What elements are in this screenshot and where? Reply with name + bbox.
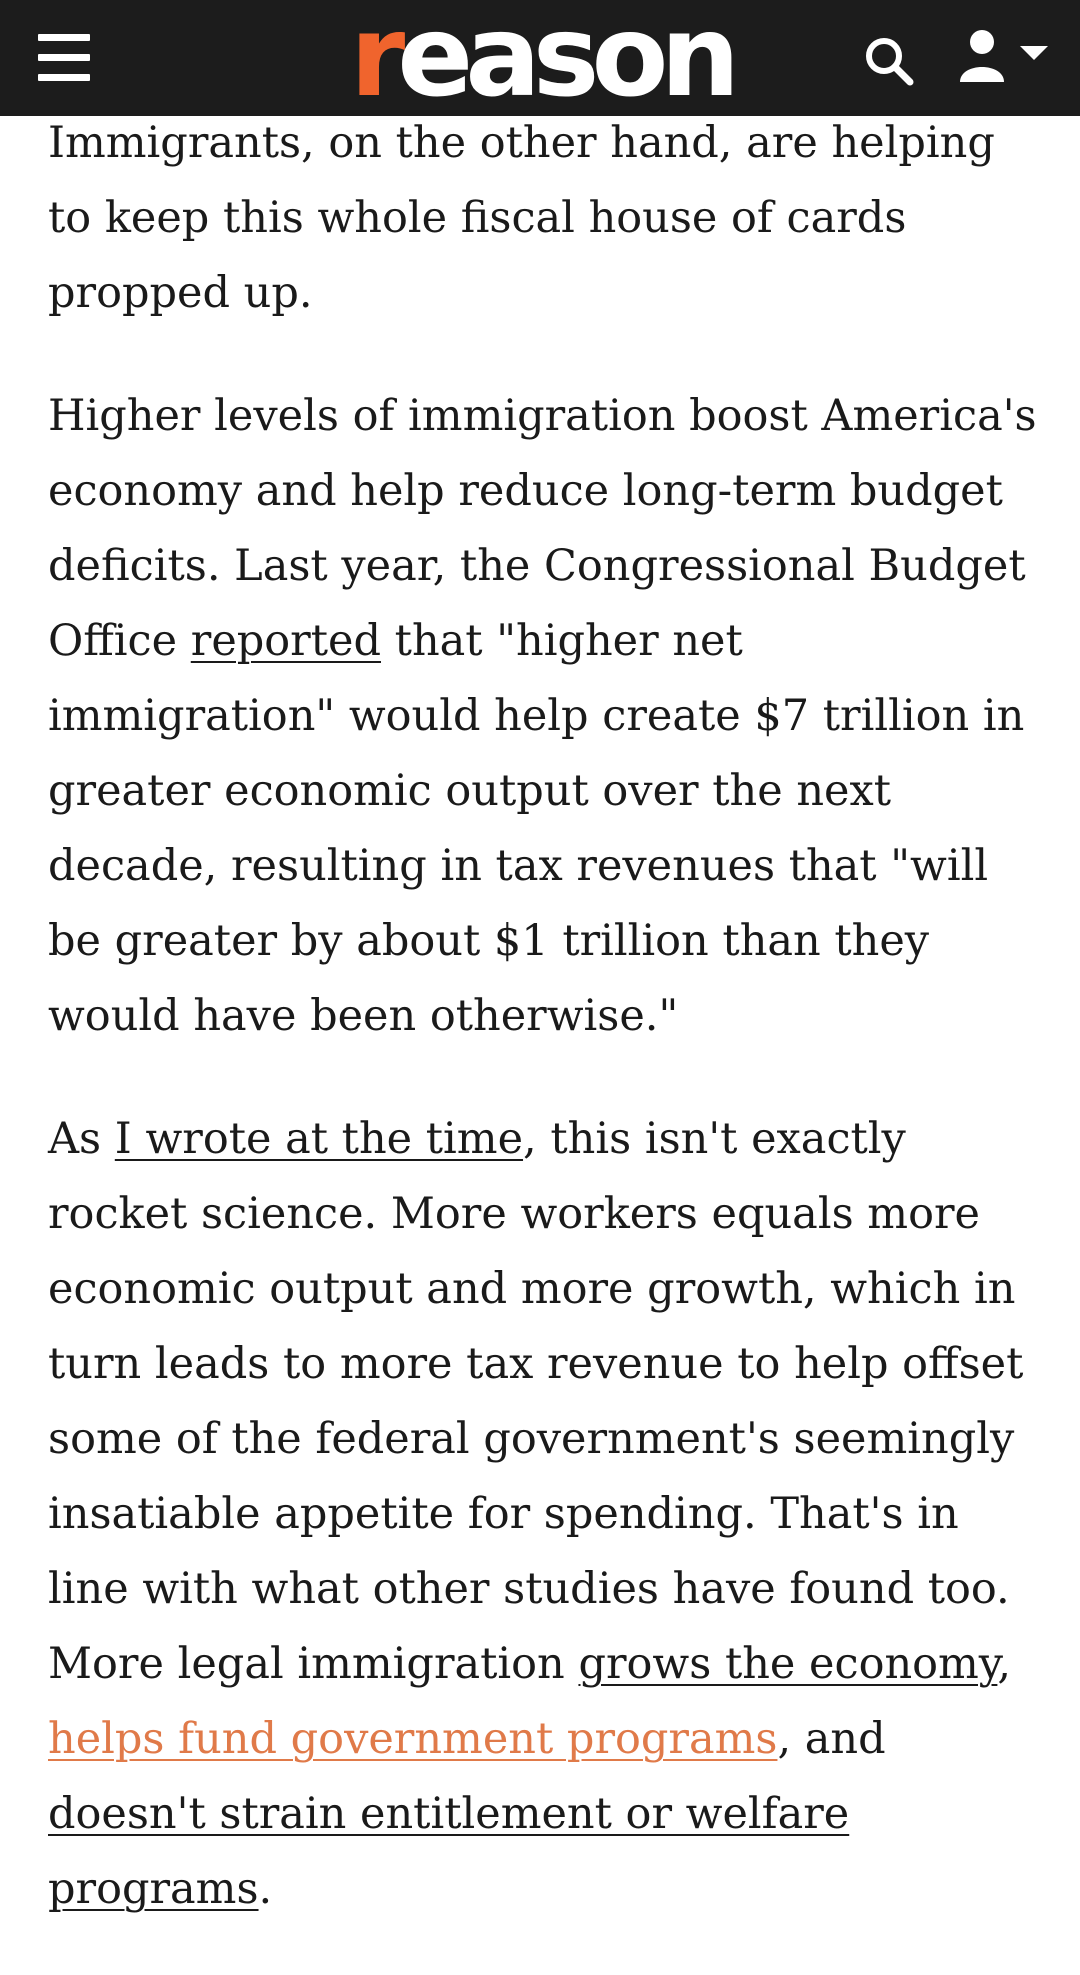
hamburger-menu-icon[interactable]	[38, 34, 90, 82]
link-helps-fund-government-programs[interactable]: helps fund government programs	[48, 1714, 778, 1764]
paragraph-rocket-science	[48, 1102, 1038, 1927]
reason-logo[interactable]	[350, 0, 733, 122]
paragraph-text: Immigrants, on the other hand, are helping to keep this whole fiscal house of cards propped up.	[48, 118, 995, 318]
paragraph-text: ,	[997, 1639, 1012, 1689]
link-doesnt-strain-entitlement[interactable]: doesn't strain entitlement or welfare programs	[48, 1789, 850, 1914]
paragraph-text: , and	[777, 1714, 886, 1764]
top-navigation-bar	[0, 0, 1080, 122]
article-body	[48, 106, 1038, 1975]
paragraph-text: As	[48, 1114, 115, 1164]
paragraph-immigrants-fiscal	[48, 106, 1038, 331]
link-i-wrote-at-the-time[interactable]: I wrote at the time	[114, 1114, 524, 1164]
account-menu-button[interactable]	[958, 28, 1068, 88]
menu-bar-line	[38, 74, 90, 81]
menu-bar-line	[38, 34, 90, 41]
paragraph-cbo-report	[48, 379, 1038, 1054]
paragraph-text: .	[258, 1864, 273, 1914]
search-icon[interactable]	[862, 34, 918, 90]
paragraph-text: that "higher net immigration" would help create $7 trillion in greater economic output over the next decade, resulting in tax revenues that "will be greater by about $1 trillion than they would have been otherwise."	[48, 616, 1025, 1041]
menu-bar-line	[38, 54, 90, 61]
logo-r-letter: r	[350, 0, 398, 122]
link-grows-the-economy[interactable]: grows the economy	[578, 1639, 998, 1689]
link-reported[interactable]: reported	[190, 616, 381, 666]
paragraph-text: Higher levels of immigration boost America's economy and help reduce long-term budget deficits. Last year, the Congressional Budget Office	[48, 391, 1037, 666]
user-icon	[960, 30, 1004, 82]
logo-rest: eason	[397, 0, 733, 122]
caret-down-icon	[1020, 46, 1048, 60]
paragraph-text: , this isn't exactly rocket science. More workers equals more economic output and more growth, which in turn leads to more tax revenue to help offset some of the federal government's seemingly insatiable appetite for spending. That's in line with what other studies have found too. More legal immigration	[48, 1114, 1024, 1689]
